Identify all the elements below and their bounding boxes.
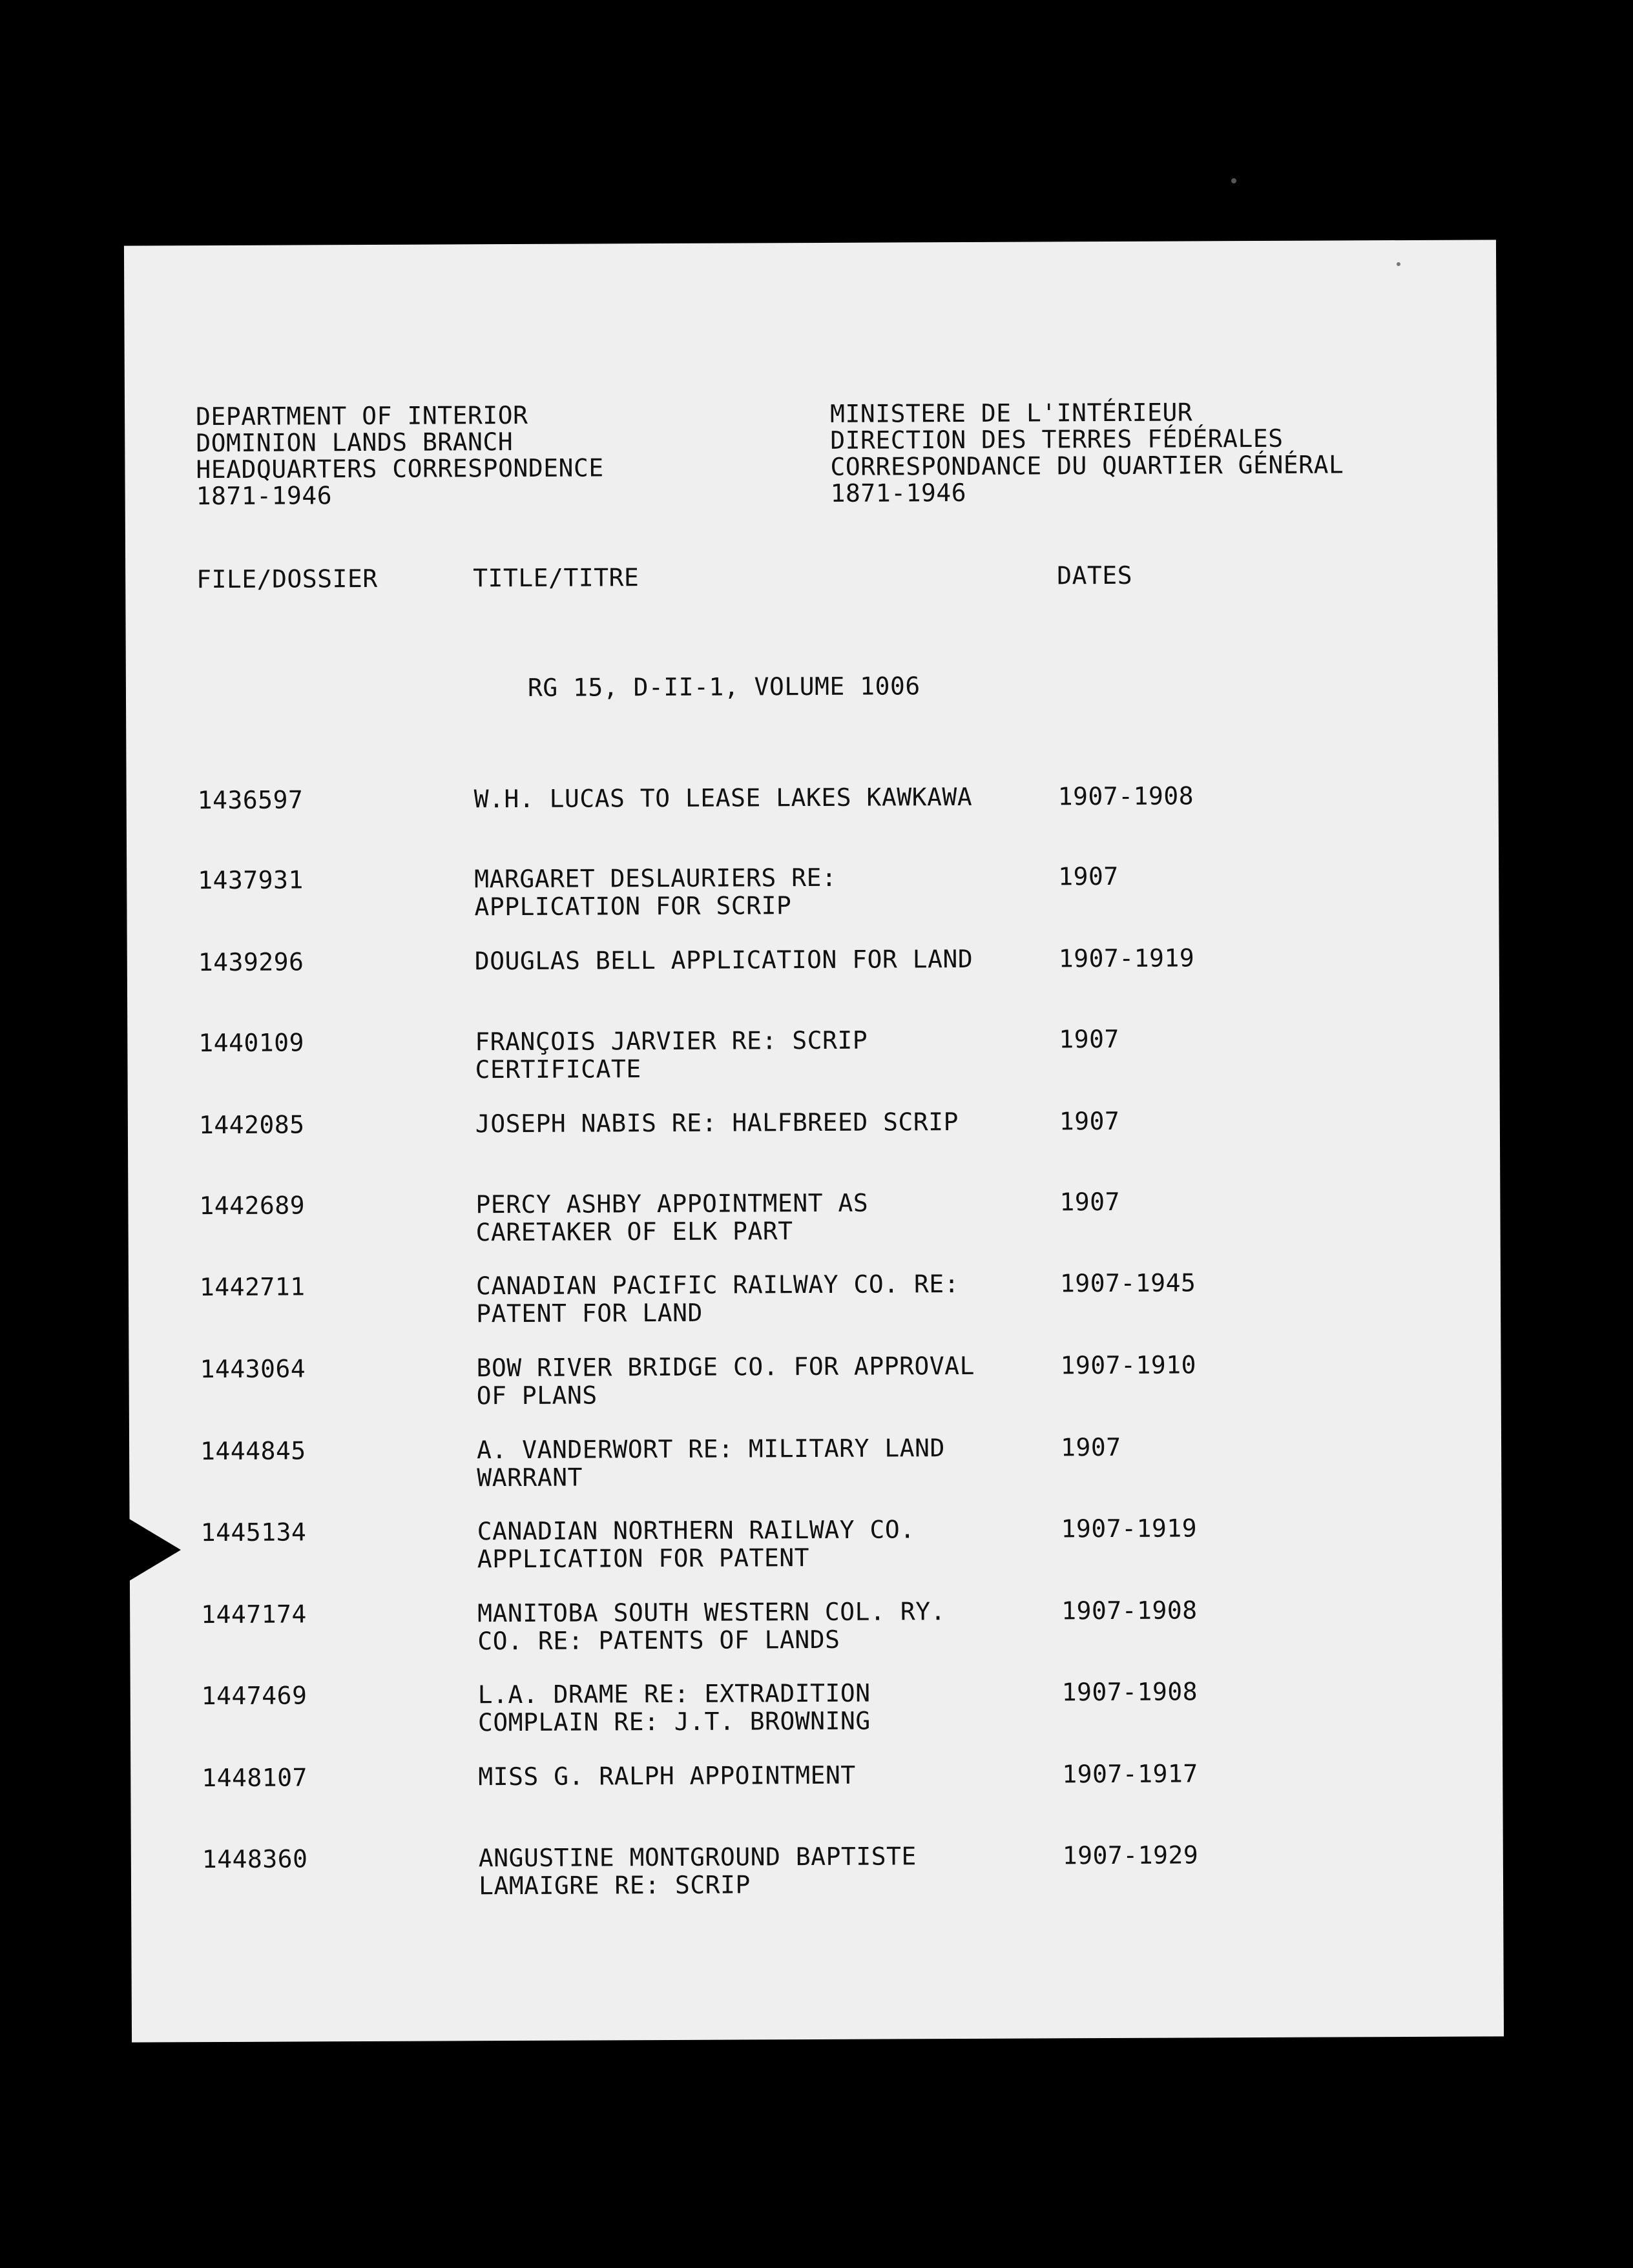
column-heading-file: FILE/DOSSIER xyxy=(196,564,378,594)
row-file-number: 1447469 xyxy=(201,1681,307,1711)
row-title-line: BOW RIVER BRIDGE CO. FOR APPROVAL xyxy=(476,1351,975,1383)
row-dates: 1907 xyxy=(1059,1024,1119,1054)
row-title-line: JOSEPH NABIS RE: HALFBREED SCRIP xyxy=(475,1108,959,1139)
row-title-line: MARGARET DESLAURIERS RE: xyxy=(474,863,837,894)
row-title-line: LAMAIGRE RE: SCRIP xyxy=(478,1870,751,1901)
row-file-number: 1443064 xyxy=(200,1354,306,1384)
header-left-line-2: DOMINION LANDS BRANCH xyxy=(196,428,514,458)
row-title-line: CARETAKER OF ELK PART xyxy=(475,1217,793,1247)
scan-speck xyxy=(1397,262,1400,266)
scan-speck xyxy=(1231,178,1236,183)
header-right-line-4: 1871-1946 xyxy=(830,478,967,508)
header-right-line-1: MINISTERE DE L'INTÉRIEUR xyxy=(829,398,1193,428)
row-file-number: 1436597 xyxy=(197,785,304,815)
row-dates: 1907 xyxy=(1060,1432,1121,1462)
row-title-line: CANADIAN NORTHERN RAILWAY CO. xyxy=(477,1515,915,1546)
row-file-number: 1442711 xyxy=(199,1272,306,1302)
row-title-line: MISS G. RALPH APPOINTMENT xyxy=(478,1760,856,1791)
row-dates: 1907-1908 xyxy=(1057,781,1194,811)
header-right-line-2: DIRECTION DES TERRES FÉDÉRALES xyxy=(830,424,1284,455)
row-title-line: OF PLANS xyxy=(476,1381,598,1410)
row-title-line: FRANÇOIS JARVIER RE: SCRIP xyxy=(475,1026,868,1057)
row-dates: 1907-1908 xyxy=(1061,1596,1198,1625)
volume-reference: RG 15, D-II-1, VOLUME 1006 xyxy=(527,672,921,702)
row-dates: 1907-1917 xyxy=(1062,1759,1198,1789)
row-dates: 1907-1910 xyxy=(1060,1350,1197,1380)
row-title-line: CANADIAN PACIFIC RAILWAY CO. RE: xyxy=(475,1270,960,1301)
row-title-line: CO. RE: PATENTS OF LANDS xyxy=(477,1625,840,1656)
row-file-number: 1447174 xyxy=(201,1600,307,1629)
row-file-number: 1442689 xyxy=(199,1191,306,1221)
row-file-number: 1448360 xyxy=(202,1844,308,1874)
row-title-line: WARRANT xyxy=(477,1463,583,1492)
row-title-line: MANITOBA SOUTH WESTERN COL. RY. xyxy=(477,1597,946,1628)
column-heading-title: TITLE/TITRE xyxy=(473,563,640,593)
row-title-line: COMPLAIN RE: J.T. BROWNING xyxy=(477,1706,871,1737)
row-dates: 1907-1908 xyxy=(1061,1677,1198,1707)
row-file-number: 1440109 xyxy=(198,1028,305,1058)
row-file-number: 1439296 xyxy=(198,947,304,977)
column-heading-dates: DATES xyxy=(1057,561,1133,590)
row-file-number: 1442085 xyxy=(198,1110,305,1140)
row-file-number: 1444845 xyxy=(200,1436,306,1466)
row-file-number: 1445134 xyxy=(200,1518,307,1547)
row-dates: 1907 xyxy=(1059,1187,1121,1217)
document-page xyxy=(124,240,1504,2042)
row-title-line: A. VANDERWORT RE: MILITARY LAND xyxy=(476,1434,945,1465)
row-title-line: ANGUSTINE MONTGROUND BAPTISTE xyxy=(478,1842,917,1873)
row-dates: 1907 xyxy=(1058,861,1119,891)
row-dates: 1907-1929 xyxy=(1062,1840,1199,1870)
row-title-line: APPLICATION FOR PATENT xyxy=(477,1543,810,1574)
header-left-line-4: 1871-1946 xyxy=(196,481,333,511)
header-left-line-3: HEADQUARTERS CORRESPONDENCE xyxy=(196,453,604,484)
row-dates: 1907 xyxy=(1059,1106,1120,1136)
row-title-line: PERCY ASHBY APPOINTMENT AS xyxy=(475,1188,869,1219)
row-dates: 1907-1945 xyxy=(1059,1268,1196,1298)
row-title-line: W.H. LUCAS TO LEASE LAKES KAWKAWA xyxy=(473,782,973,814)
page-edge-notch xyxy=(129,1519,181,1581)
row-file-number: 1437931 xyxy=(198,865,304,895)
header-right-line-3: CORRESPONDANCE DU QUARTIER GÉNÉRAL xyxy=(830,450,1344,481)
row-dates: 1907-1919 xyxy=(1061,1514,1198,1543)
row-dates: 1907-1919 xyxy=(1058,943,1195,973)
row-title-line: L.A. DRAME RE: EXTRADITION xyxy=(477,1678,871,1709)
row-title-line: APPLICATION FOR SCRIP xyxy=(474,891,792,922)
header-left-line-1: DEPARTMENT OF INTERIOR xyxy=(195,400,528,431)
row-title-line: CERTIFICATE xyxy=(475,1055,641,1084)
row-title-line: PATENT FOR LAND xyxy=(476,1298,703,1328)
row-title-line: DOUGLAS BELL APPLICATION FOR LAND xyxy=(474,944,973,976)
row-file-number: 1448107 xyxy=(202,1763,308,1793)
